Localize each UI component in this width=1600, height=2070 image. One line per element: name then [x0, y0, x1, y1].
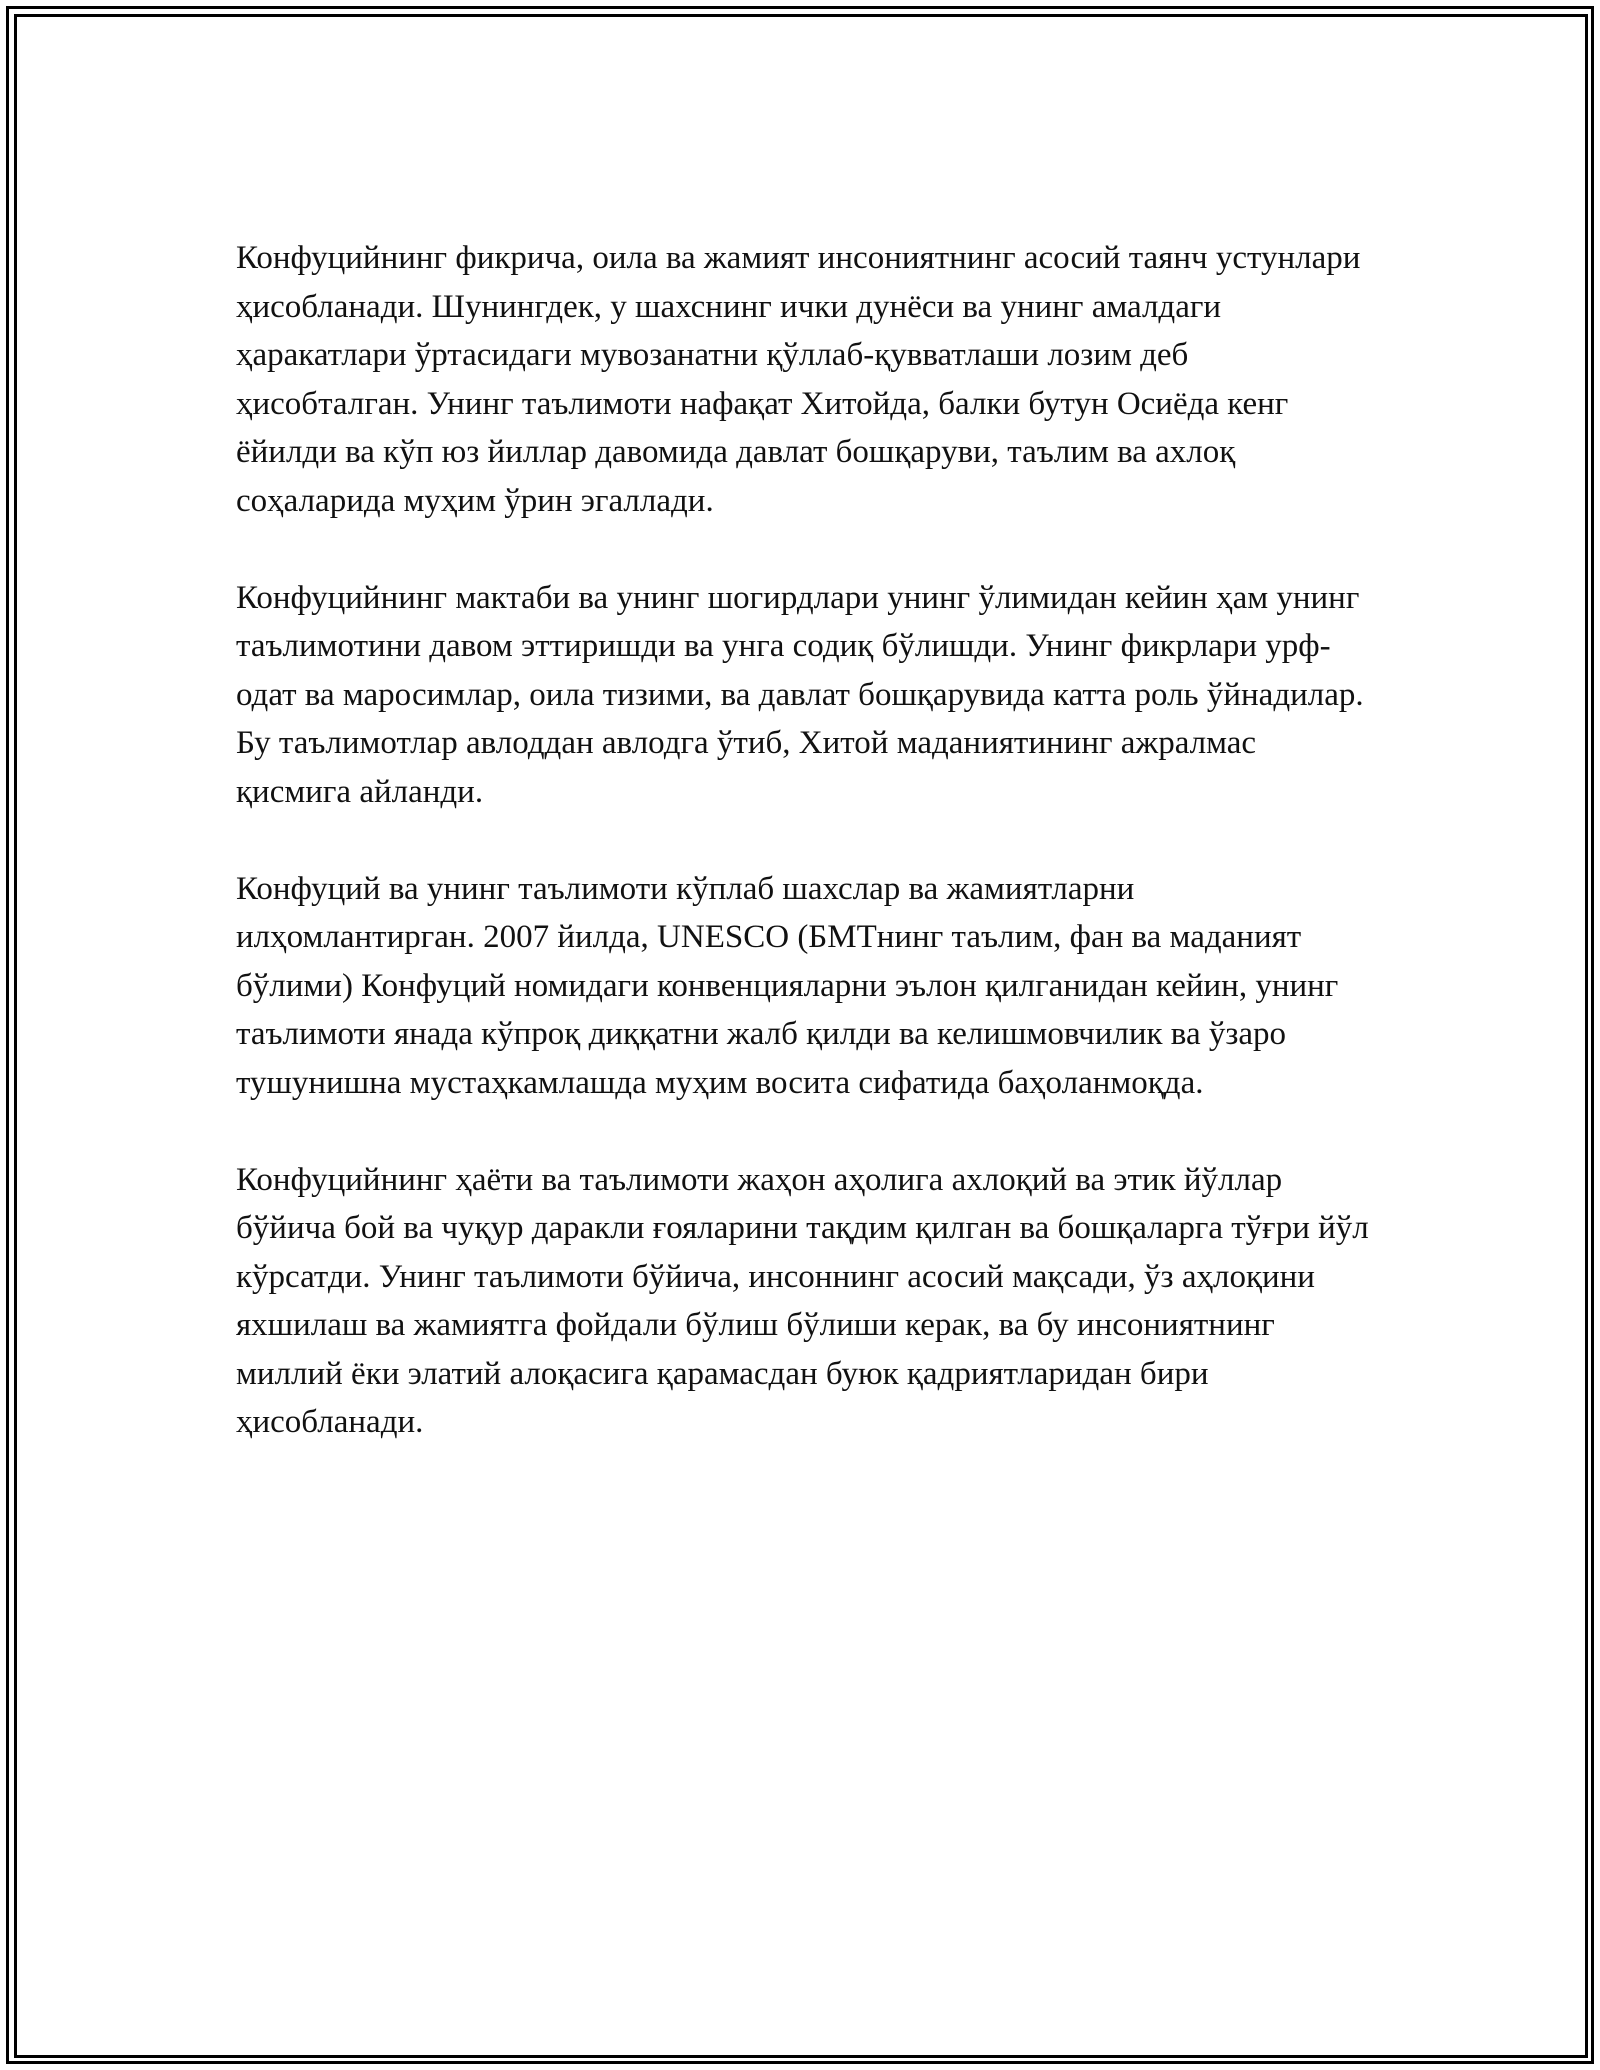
document-body [236, 234, 1376, 1495]
paragraph-1: Конфуцийнинг фикрича, оила ва жамият инсониятнинг асосий таянч устунлари ҳисобланади. Шунингдек, у шахснинг ички дунёси ва унинг амалдаги ҳаракатлари ўртасидаги мувозанатни қўллаб-қувватлаши лозим деб ҳисобталган. Унинг таълимоти нафақат Хитойда, балки бутун Осиёда кенг ёйилди ва кўп юз йиллар давомида давлат бошқаруви, таълим ва ахлоқ соҳаларида муҳим ўрин эгаллади. [236, 240, 1361, 519]
paragraph-3: Конфуций ва унинг таълимоти кўплаб шахслар ва жамиятларни илҳомлантирган. 2007 йилда, UNESCO (БМТнинг таълим, фан ва маданият бўлими) Конфуций номидаги конвенцияларни эълон қилганидан кейин, унинг таълимоти янада кўпроқ диққатни жалб қилди ва келишмовчилик ва ўзаро тушунишна мустаҳкамлашда муҳим восита сифатида баҳоланмоқда. [236, 870, 1339, 1101]
paragraph-4: Конфуцийнинг ҳаёти ва таълимоти жаҳон аҳолига ахлоқий ва этик йўллар бўйича бой ва чуқур даракли ғояларини тақдим қилган ва бошқаларга тўғри йўл кўрсатди. Унинг таълимоти бўйича, инсоннинг асосий мақсади, ўз аҳлоқини яхшилаш ва жамиятга фойдали бўлиш бўлиши керак, ва бу инсониятнинг миллий ёки элатий алоқасига қарамасдан буюк қадриятларидан бири ҳисобланади. [236, 1161, 1369, 1441]
paragraph-2: Конфуцийнинг мактаби ва унинг шогирдлари унинг ўлимидан кейин ҳам унинг таълимотини давом эттиришди ва унга содиқ бўлишди. Унинг фикрлари урф-одат ва маросимлар, оила тизими, ва давлат бошқарувида катта роль ўйнадилар. Бу таълимотлар авлоддан авлодга ўтиб, Хитой маданиятининг ажралмас қисмига айланди. [236, 579, 1364, 810]
